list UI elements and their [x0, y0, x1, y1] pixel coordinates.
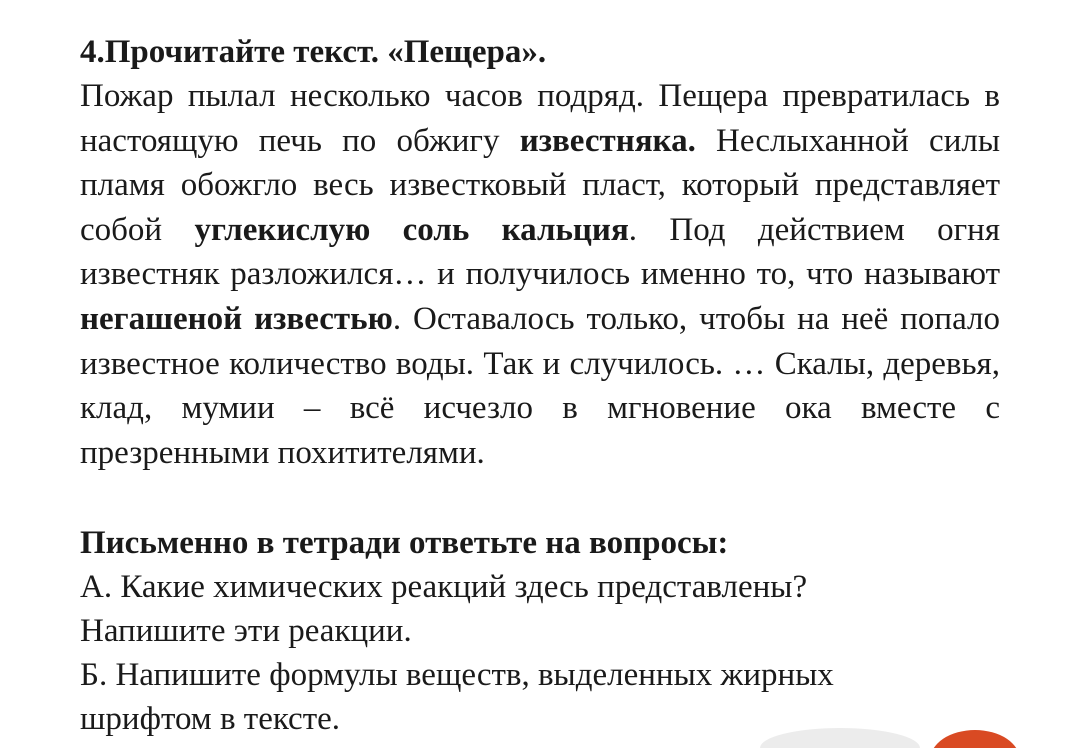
question-b-line-2: шрифтом в тексте. [80, 701, 341, 738]
question-b-line-1: Б. Напишите формулы веществ, выделенных жирных [80, 657, 834, 694]
text-segment-1: Пожар пылал несколько часов подряд. Пещера превратилась в настоящую печь по обжигу [80, 78, 1000, 159]
text-segment-4: . Оставалось только, чтобы на неё попало известное количество воды. Так и случилось. … Скалы, деревья, клад, мумии – всё исчезло в мгновение ока вместе с презренными похитителями. [80, 300, 1000, 471]
questions-block [80, 521, 1000, 741]
bold-term-limestone: известняка. [519, 122, 696, 159]
task-heading: 4.Прочитайте текст. «Пещера». [80, 34, 547, 70]
bold-term-calcium-carbonate: углекислую соль кальция [194, 211, 629, 248]
bold-term-quicklime: негашеной известью [80, 300, 393, 337]
question-a-line-1: А. Какие химических реакций здесь представлены? [80, 569, 808, 606]
text-segment-2: Неслыханной силы пламя обожгло весь известковый пласт, который представляет собой [80, 122, 1000, 248]
questions-title: Письменно в тетради ответьте на вопросы: [80, 525, 729, 562]
question-a-line-2: Напишите эти реакции. [80, 613, 412, 650]
text-segment-3: . Под действием огня известняк разложился… и получилось именно то, что называют [80, 211, 1001, 293]
task-paragraph [80, 74, 1000, 475]
document-content [80, 30, 1000, 741]
